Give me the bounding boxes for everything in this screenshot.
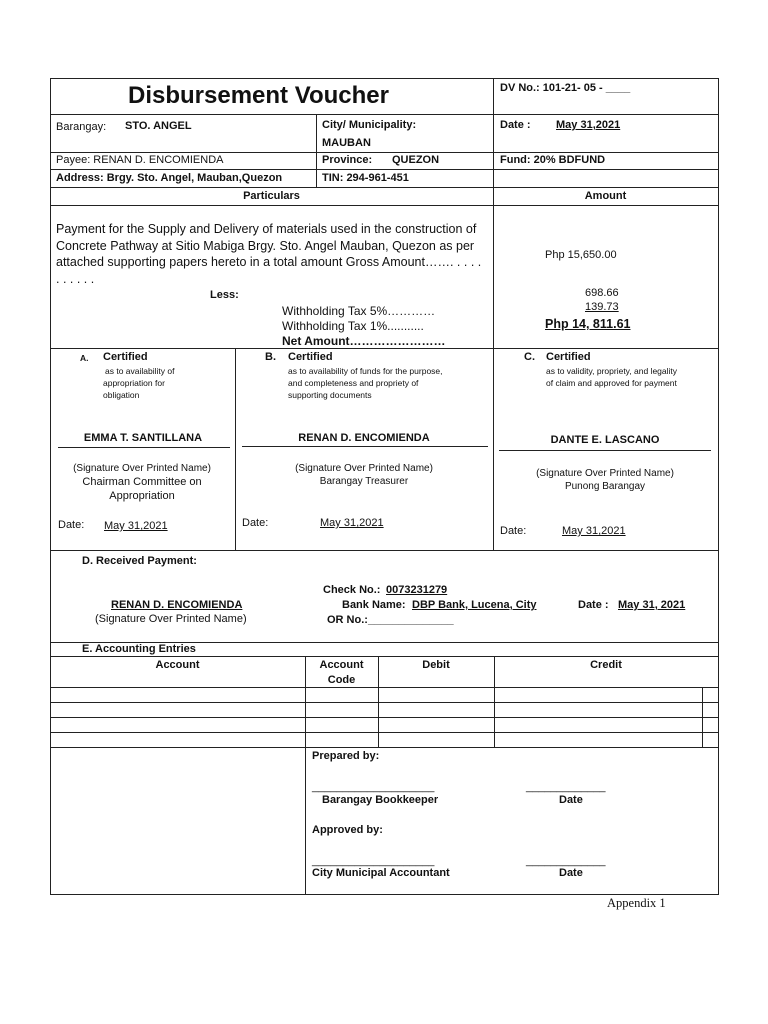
cert-a-position-1: Chairman Committee on: [82, 476, 202, 488]
or-number: OR No.:______________: [327, 614, 454, 626]
check-label: Check No.:: [323, 584, 381, 596]
cert-a-position-2: Appropriation: [109, 490, 175, 502]
bookkeeper-date-label: Date: [559, 794, 583, 806]
net-amount-label: Net Amount……………………: [282, 334, 446, 348]
received-payment-header: D. Received Payment:: [82, 555, 197, 567]
accountant-date-line: _____________: [526, 855, 606, 867]
appendix-label: Appendix 1: [607, 896, 666, 910]
cert-c-name: DANTE E. LASCANO: [550, 434, 660, 446]
col-account-code-2: Code: [327, 674, 356, 686]
cert-a-name: EMMA T. SANTILLANA: [83, 432, 203, 444]
accountant-date-label: Date: [559, 867, 583, 879]
address: Address: Brgy. Sto. Angel, Mauban,Quezon: [56, 172, 283, 184]
payee: Payee: RENAN D. ENCOMIENDA: [56, 154, 224, 166]
cert-a-desc-3: obligation: [103, 390, 140, 400]
received-date-label: Date :: [578, 599, 609, 611]
cert-c-title: Certified: [546, 351, 591, 363]
gross-amount: Php 15,650.00: [545, 249, 617, 261]
bookkeeper-signature-line: ____________________: [312, 781, 435, 793]
accountant-label: City Municipal Accountant: [312, 867, 450, 879]
payee-name: RENAN D. ENCOMIENDA: [111, 599, 243, 611]
cert-b-date-label: Date:: [242, 517, 269, 529]
cert-a-desc-1: as to availability of: [105, 366, 175, 376]
province-label: Province:: [322, 154, 373, 166]
cert-a-letter: A.: [80, 353, 89, 363]
bookkeeper-label: Barangay Bookkeeper: [322, 794, 439, 806]
particulars-description: Payment for the Supply and Delivery of materials used in the construction of Concrete Pathway at Sitio Mabiga Brgy. Sto. Angel Mauban, Quezon as per attached supporting papers hereto in a total amount Gross Amount……. . . . . . . . . . .: [56, 222, 482, 286]
col-account: Account: [155, 659, 200, 671]
payee-sig-label: (Signature Over Printed Name): [95, 613, 247, 625]
amount-header: Amount: [584, 190, 627, 202]
fund: Fund: 20% BDFUND: [500, 154, 606, 166]
cert-b-name: RENAN D. ENCOMIENDA: [298, 432, 430, 444]
province-value: QUEZON: [392, 154, 440, 166]
bank-label: Bank Name:: [342, 599, 406, 611]
dv-number: DV No.: 101-21- 05 - ____: [500, 82, 631, 94]
tin: TIN: 294-961-451: [322, 172, 409, 184]
cert-c-desc-1: as to validity, propriety, and legality: [546, 366, 678, 376]
date-value: May 31,2021: [556, 119, 621, 131]
received-date-value: May 31, 2021: [618, 599, 686, 611]
cert-b-date-value: May 31,2021: [320, 517, 384, 529]
cert-c-desc-2: of claim and approved for payment: [546, 378, 677, 388]
bookkeeper-date-line: _____________: [526, 781, 606, 793]
bank-name: DBP Bank, Lucena, City: [412, 599, 537, 611]
cert-c-position-1: Punong Barangay: [564, 481, 646, 492]
cert-c-date-label: Date:: [500, 525, 527, 537]
withholding-5-label: Withholding Tax 5%…………: [282, 304, 436, 318]
cert-b-desc-3: supporting documents: [288, 390, 372, 400]
tax-1-amount: 139.73: [585, 301, 619, 313]
accounting-header: E. Accounting Entries: [82, 643, 196, 655]
approved-by-label: Approved by:: [312, 824, 383, 836]
cert-a-date-label: Date:: [58, 519, 85, 531]
cert-b-letter: B.: [265, 351, 276, 363]
cert-b-title: Certified: [288, 351, 333, 363]
cert-a-sig-label: (Signature Over Printed Name): [73, 463, 211, 474]
check-number: 0073231279: [386, 584, 448, 596]
cert-a-desc-2: appropriation for: [103, 378, 165, 388]
cert-b-desc-1: as to availability of funds for the purpose,: [288, 366, 443, 376]
withholding-1-label: Withholding Tax 1%...........: [282, 319, 424, 333]
cert-b-sig-label: (Signature Over Printed Name): [295, 463, 433, 474]
col-debit: Debit: [422, 659, 450, 671]
particulars-header: Particulars: [243, 190, 300, 202]
prepared-by-label: Prepared by:: [312, 750, 380, 762]
cert-a-date-value: May 31,2021: [104, 520, 168, 532]
cert-c-date-value: May 31,2021: [562, 525, 626, 537]
city-label: City/ Municipality:: [322, 119, 417, 131]
voucher-title: Disbursement Voucher: [128, 82, 389, 109]
cert-b-desc-2: and completeness and propriety of: [288, 378, 419, 388]
accountant-signature-line: ____________________: [312, 855, 435, 867]
city-value: MAUBAN: [322, 137, 371, 149]
cert-c-letter: C.: [524, 351, 535, 363]
net-amount-value: Php 14, 811.61: [545, 317, 631, 331]
date-label: Date :: [500, 119, 531, 131]
cert-b-position-1: Barangay Treasurer: [319, 476, 409, 487]
col-credit: Credit: [590, 659, 622, 671]
cert-c-sig-label: (Signature Over Printed Name): [536, 468, 674, 479]
col-account-code-1: Account: [319, 659, 364, 671]
cert-a-title: Certified: [103, 351, 148, 363]
barangay-label: Barangay:: [56, 121, 107, 133]
tax-5-amount: 698.66: [585, 287, 619, 299]
less-label: Less:: [210, 289, 239, 301]
barangay-value: STO. ANGEL: [125, 120, 192, 132]
